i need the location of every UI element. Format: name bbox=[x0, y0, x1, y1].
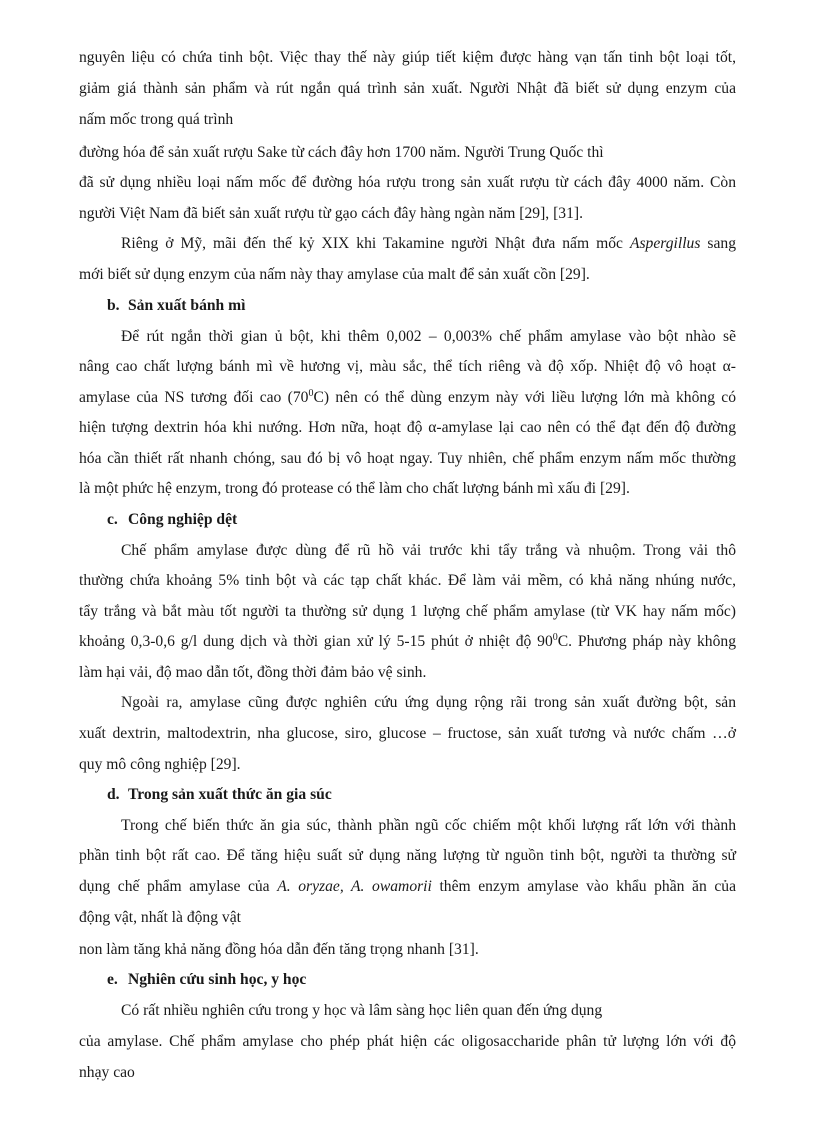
paragraph-line: xuất dextrin, maltodextrin, nha glucose, siro, glucose – fructose, sản xuất tương và nước chấm …ở bbox=[79, 725, 736, 742]
paragraph-line: dụng chế phẩm amylase của A. oryzae, A. owamorii thêm enzym amylase vào khẩu phần ăn của bbox=[79, 878, 737, 895]
paragraph-line: người Việt Nam đã biết sản xuất rượu từ gạo cách đây hàng ngàn năm [29], [31]. bbox=[79, 205, 583, 222]
paragraph-line: non làm tăng khả năng đồng hóa dẫn đến tăng trọng nhanh [31]. bbox=[79, 941, 479, 958]
paragraph-line: Riêng ở Mỹ, mãi đến thế kỷ XIX khi Takamine người Nhật đưa nấm mốc Aspergillus sang bbox=[121, 235, 736, 252]
paragraph-line: làm hại vải, độ mao dẫn tốt, đồng thời đảm bảo vệ sinh. bbox=[79, 664, 427, 681]
paragraph-line: phần tinh bột rất cao. Để tăng hiệu suất sử dụng năng lượng từ nguồn tinh bột, người ta thường sử bbox=[79, 847, 736, 864]
paragraph-line: mới biết sử dụng enzym của nấm này thay amylase của malt để sản xuất cồn [29]. bbox=[79, 266, 590, 283]
paragraph-line: động vật, nhất là động vật bbox=[79, 909, 241, 926]
paragraph-line: amylase của NS tương đối cao $(70^0C)$ nên có thể dùng enzym này với liều lượng lớn mà không có bbox=[79, 388, 737, 406]
species-name: A. oryzae, A. owamorii bbox=[277, 878, 432, 895]
paragraph-line: Chế phẩm amylase được dùng để rũ hồ vải trước khi tẩy trắng và nhuộm. Trong vải thô bbox=[121, 542, 736, 559]
species-name: Aspergillus bbox=[629, 235, 701, 252]
paragraph-line: Để rút ngắn thời gian ủ bột, khi thêm 0,002 – 0,003% chế phẩm amylase vào bột nhào sẽ bbox=[121, 328, 736, 345]
paragraph-line: nâng cao chất lượng bánh mì về hương vị, màu sắc, thể tích riêng và độ xốp. Nhiệt độ vô hoạt α- bbox=[79, 358, 736, 375]
paragraph-line: quy mô công nghiệp [29]. bbox=[79, 756, 241, 773]
paragraph-line: nguyên liệu có chứa tinh bột. Việc thay thế này giúp tiết kiệm được hàng vạn tấn tinh bột loại tốt, bbox=[79, 49, 736, 66]
paragraph-line: hóa cần thiết rất nhanh chóng, sau đó bị vô hoạt ngay. Tuy nhiên, chế phẩm enzym nấm mốc thường bbox=[79, 450, 736, 467]
paragraph-line: giảm giá thành sản phẩm và rút ngắn quá trình sản xuất. Người Nhật đã biết sử dụng enzym của bbox=[79, 80, 736, 97]
paragraph-line: đường hóa để sản xuất rượu Sake từ cách đây hơn 1700 năm. Người Trung Quốc thì bbox=[79, 144, 604, 161]
paragraph-line: của amylase. Chế phẩm amylase cho phép phát hiện các oligosaccharide phân tử lượng lớn với độ bbox=[79, 1033, 736, 1050]
section-heading-b: b. Sản xuất bánh mì bbox=[107, 297, 246, 314]
paragraph-line: đã sử dụng nhiều loại nấm mốc để đường hóa rượu trong sản xuất rượu từ cách đây 4000 năm. Còn bbox=[79, 174, 736, 191]
paragraph-line: hiện tượng dextrin hóa khi nướng. Hơn nữa, hoạt độ α-amylase lại cao nên có thể đạt đến độ đường bbox=[79, 419, 736, 436]
paragraph-line: Trong chế biến thức ăn gia súc, thành phần ngũ cốc chiếm một khối lượng rất lớn với thành bbox=[121, 817, 736, 834]
section-heading-d: d. Trong sản xuất thức ăn gia súc bbox=[107, 786, 332, 803]
paragraph-line: tẩy trắng và bắt màu tốt người ta thường sử dụng 1 lượng chế phẩm amylase (từ VK hay nấm mốc) bbox=[79, 603, 736, 620]
paragraph-line: khoảng 0,3-0,6 g/l dung dịch và thời gian xử lý 5-15 phút ở nhiệt độ $90^0C$. Phương pháp này không bbox=[79, 632, 736, 650]
paragraph-line: nấm mốc trong quá trình bbox=[79, 111, 234, 128]
paragraph-line: Có rất nhiều nghiên cứu trong y học và lâm sàng học liên quan đến ứng dụng bbox=[121, 1002, 603, 1019]
paragraph-line: nhạy cao bbox=[79, 1064, 135, 1081]
section-heading-c: c. Công nghiệp dệt bbox=[107, 511, 238, 528]
paragraph-line: thường chứa khoảng 5% tinh bột và các tạp chất khác. Để làm vải mềm, có khả năng nhúng nước, bbox=[79, 572, 736, 589]
paragraph-line: Ngoài ra, amylase cũng được nghiên cứu ứng dụng rộng rãi trong sản xuất đường bột, sản bbox=[121, 694, 736, 711]
section-heading-e: e. Nghiên cứu sinh học, y học bbox=[107, 971, 307, 988]
paragraph-line: là một phức hệ enzym, trong đó protease có thể làm cho chất lượng bánh mì xấu đi [29]. bbox=[79, 480, 630, 497]
